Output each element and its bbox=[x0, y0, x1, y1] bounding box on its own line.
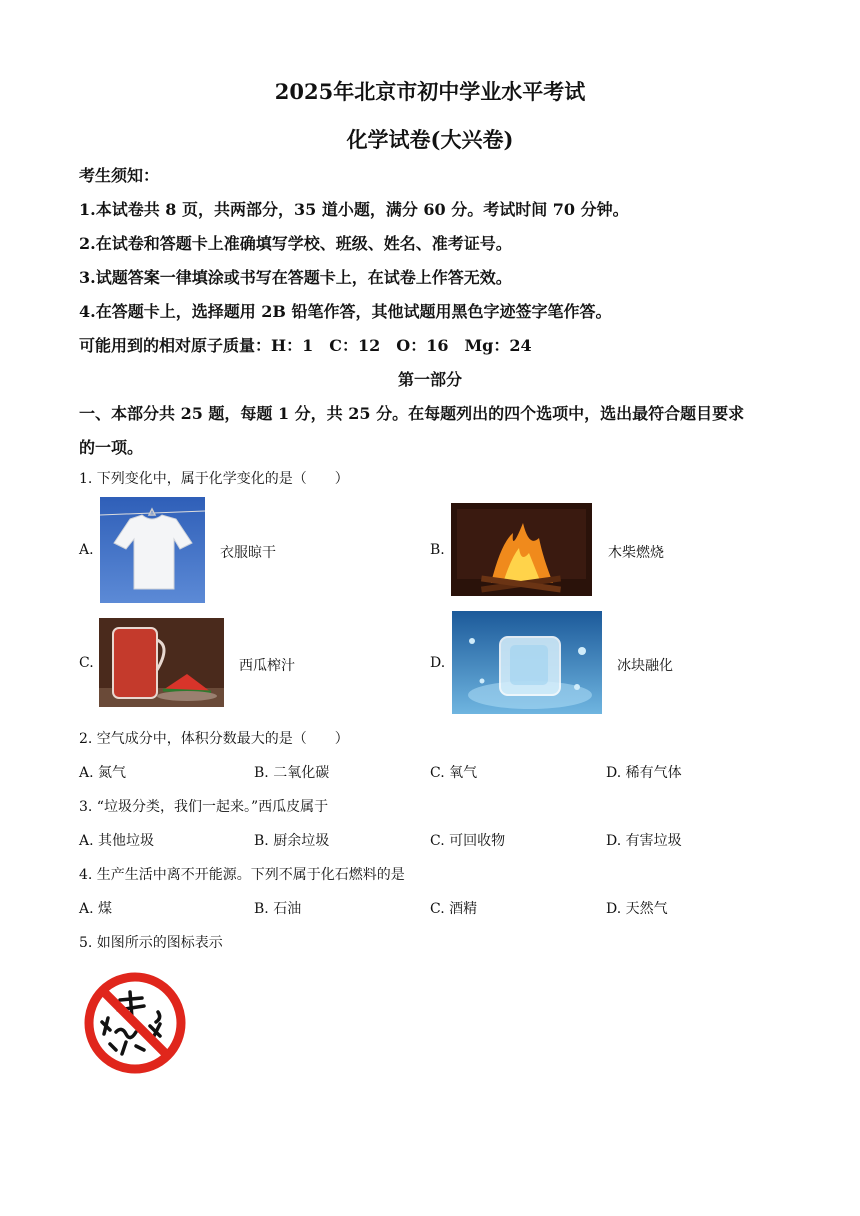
part-instruction: 一、本部分共 25 题，每题 1 分，共 25 分。在每题列出的四个选项中，选出最符合题目要求 bbox=[79, 404, 745, 423]
t-shirt-image bbox=[100, 497, 205, 603]
answer-option: D. 稀有气体 bbox=[606, 765, 682, 781]
option-letter: C. bbox=[79, 655, 94, 671]
answer-option: C. 氧气 bbox=[430, 765, 478, 781]
answer-option: C. 可回收物 bbox=[430, 833, 506, 849]
answer-option: B. 厨余垃圾 bbox=[254, 833, 330, 849]
question-stem: 4. 生产生活中离不开能源。下列不属于化石燃料的是 bbox=[79, 867, 405, 883]
page-subtitle: 化学试卷(大兴卷) bbox=[346, 127, 514, 152]
option-caption: 冰块融化 bbox=[617, 658, 673, 674]
question-stem: 3. “垃圾分类，我们一起来。”西瓜皮属于 bbox=[79, 799, 329, 815]
watermelon-juice-image bbox=[99, 618, 224, 707]
answer-option: B. 石油 bbox=[254, 901, 302, 917]
answer-option: B. 二氧化碳 bbox=[254, 765, 330, 781]
no-fireworks-sign-icon bbox=[80, 970, 190, 1076]
atomic-mass-note: 可能用到的相对原子质量：H：1 C：12 O：16 Mg：24 bbox=[79, 336, 532, 355]
notice-item: 1.本试卷共 8 页，共两部分，35 道小题，满分 60 分。考试时间 70 分钟。 bbox=[79, 200, 629, 219]
ice-cube-image bbox=[452, 611, 602, 714]
question-stem: 1. 下列变化中，属于化学变化的是（ ） bbox=[79, 471, 349, 487]
part-heading: 第一部分 bbox=[397, 370, 462, 389]
option-letter: B. bbox=[430, 542, 445, 558]
notice-item: 3.试题答案一律填涂或书写在答题卡上，在试卷上作答无效。 bbox=[79, 268, 512, 287]
answer-option: A. 其他垃圾 bbox=[79, 833, 155, 849]
option-letter: D. bbox=[430, 655, 446, 671]
notice-item: 4.在答题卡上，选择题用 2B 铅笔作答，其他试题用黑色字迹签字笔作答。 bbox=[79, 302, 612, 321]
answer-option: A. 氮气 bbox=[79, 765, 127, 781]
question-stem: 5. 如图所示的图标表示 bbox=[79, 935, 223, 951]
option-caption: 衣服晾干 bbox=[220, 545, 276, 561]
notice-item: 2.在试卷和答题卡上准确填写学校、班级、姓名、准考证号。 bbox=[79, 234, 512, 253]
question-stem: 2. 空气成分中，体积分数最大的是（ ） bbox=[79, 731, 349, 747]
firewood-fire-image bbox=[451, 503, 592, 596]
option-caption: 木柴燃烧 bbox=[608, 545, 664, 561]
answer-option: C. 酒精 bbox=[430, 901, 478, 917]
part-instruction: 的一项。 bbox=[79, 438, 144, 457]
page-title: 2025年北京市初中学业水平考试 bbox=[274, 79, 586, 104]
option-letter: A. bbox=[79, 542, 94, 558]
answer-option: D. 有害垃圾 bbox=[606, 833, 682, 849]
option-caption: 西瓜榨汁 bbox=[239, 658, 295, 674]
notice-heading: 考生须知： bbox=[79, 166, 160, 185]
answer-option: A. 煤 bbox=[79, 901, 113, 917]
answer-option: D. 天然气 bbox=[606, 901, 668, 917]
